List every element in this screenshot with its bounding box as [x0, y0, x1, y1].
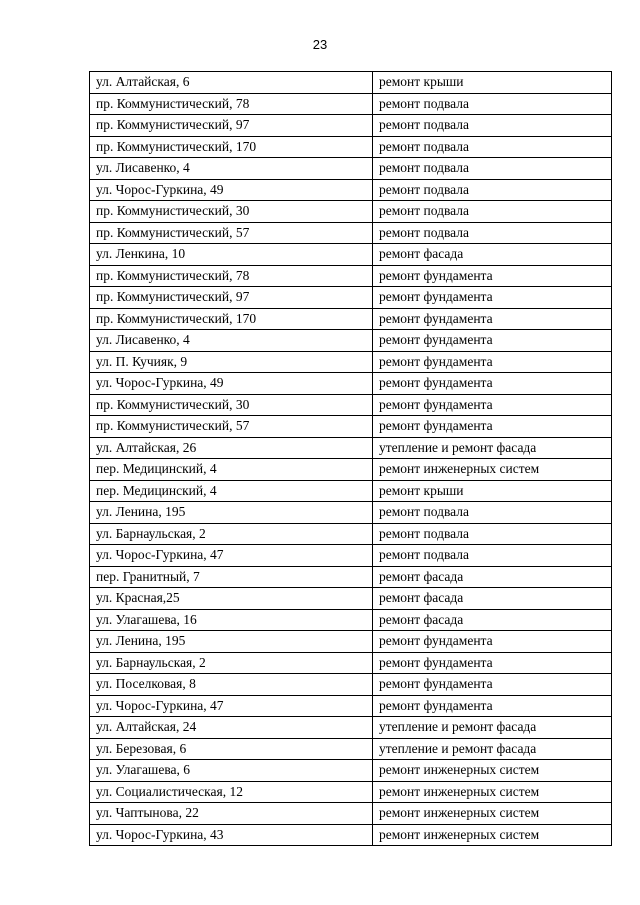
table-row	[90, 394, 612, 416]
address-cell: ул. Поселковая, 8	[90, 674, 373, 696]
table-row	[90, 631, 612, 653]
address-cell: ул. Алтайская, 26	[90, 437, 373, 459]
work-type-cell: ремонт подвала	[373, 545, 612, 567]
work-type-cell: ремонт фундамента	[373, 265, 612, 287]
table-row	[90, 72, 612, 94]
work-type-cell: утепление и ремонт фасада	[373, 717, 612, 739]
work-type-cell: ремонт фасада	[373, 244, 612, 266]
table-row	[90, 523, 612, 545]
address-cell: ул. Алтайская, 6	[90, 72, 373, 94]
table-row	[90, 265, 612, 287]
work-type-cell: ремонт подвала	[373, 158, 612, 180]
table-row	[90, 480, 612, 502]
address-cell: ул. Барнаульская, 2	[90, 523, 373, 545]
work-type-cell: ремонт фундамента	[373, 631, 612, 653]
table-row	[90, 351, 612, 373]
address-cell: пр. Коммунистический, 57	[90, 222, 373, 244]
table-row	[90, 93, 612, 115]
work-type-cell: ремонт подвала	[373, 502, 612, 524]
table-row	[90, 566, 612, 588]
address-cell: пр. Коммунистический, 97	[90, 115, 373, 137]
work-type-cell: утепление и ремонт фасада	[373, 738, 612, 760]
table-row	[90, 760, 612, 782]
work-type-cell: ремонт подвала	[373, 201, 612, 223]
work-type-cell: ремонт фундамента	[373, 695, 612, 717]
table-row	[90, 437, 612, 459]
address-cell: пр. Коммунистический, 170	[90, 136, 373, 158]
work-type-cell: ремонт инженерных систем	[373, 803, 612, 825]
table-row	[90, 545, 612, 567]
work-type-cell: ремонт фасада	[373, 609, 612, 631]
address-cell: ул. Ленина, 195	[90, 502, 373, 524]
table-row	[90, 652, 612, 674]
work-type-cell: ремонт подвала	[373, 93, 612, 115]
table-row	[90, 201, 612, 223]
table-row	[90, 308, 612, 330]
work-type-cell: ремонт фундамента	[373, 652, 612, 674]
address-cell: пр. Коммунистический, 30	[90, 201, 373, 223]
table-row	[90, 803, 612, 825]
work-type-cell: ремонт фундамента	[373, 373, 612, 395]
work-type-cell: ремонт фундамента	[373, 330, 612, 352]
work-type-cell: ремонт инженерных систем	[373, 760, 612, 782]
work-type-cell: ремонт инженерных систем	[373, 459, 612, 481]
address-cell: ул. Ленина, 195	[90, 631, 373, 653]
address-cell: ул. Лисавенко, 4	[90, 158, 373, 180]
table-row	[90, 179, 612, 201]
table-row	[90, 738, 612, 760]
address-cell: пр. Коммунистический, 170	[90, 308, 373, 330]
table-body	[90, 72, 612, 846]
work-type-cell: ремонт фундамента	[373, 287, 612, 309]
work-type-cell: ремонт подвала	[373, 222, 612, 244]
work-type-cell: ремонт подвала	[373, 115, 612, 137]
work-type-cell: ремонт инженерных систем	[373, 824, 612, 846]
table-row	[90, 373, 612, 395]
address-cell: ул. Лисавенко, 4	[90, 330, 373, 352]
table-row	[90, 287, 612, 309]
table-row	[90, 588, 612, 610]
work-type-cell: утепление и ремонт фасада	[373, 437, 612, 459]
repair-works-table	[89, 71, 612, 846]
address-cell: ул. Барнаульская, 2	[90, 652, 373, 674]
table-row	[90, 824, 612, 846]
address-cell: ул. Алтайская, 24	[90, 717, 373, 739]
work-type-cell: ремонт крыши	[373, 480, 612, 502]
address-cell: ул. Чорос-Гуркина, 47	[90, 545, 373, 567]
address-cell: пер. Гранитный, 7	[90, 566, 373, 588]
address-cell: ул. Социалистическая, 12	[90, 781, 373, 803]
address-cell: ул. Чорос-Гуркина, 49	[90, 179, 373, 201]
address-cell: пр. Коммунистический, 57	[90, 416, 373, 438]
table-row	[90, 695, 612, 717]
address-cell: ул. П. Кучияк, 9	[90, 351, 373, 373]
table-row	[90, 674, 612, 696]
work-type-cell: ремонт подвала	[373, 523, 612, 545]
address-cell: ул. Красная,25	[90, 588, 373, 610]
address-cell: пр. Коммунистический, 30	[90, 394, 373, 416]
address-cell: пер. Медицинский, 4	[90, 480, 373, 502]
work-type-cell: ремонт крыши	[373, 72, 612, 94]
address-cell: пр. Коммунистический, 78	[90, 93, 373, 115]
table-row	[90, 136, 612, 158]
address-cell: пр. Коммунистический, 78	[90, 265, 373, 287]
work-type-cell: ремонт фасада	[373, 588, 612, 610]
address-cell: ул. Березовая, 6	[90, 738, 373, 760]
table-row	[90, 781, 612, 803]
address-cell: ул. Чаптынова, 22	[90, 803, 373, 825]
table-row	[90, 115, 612, 137]
address-cell: ул. Чорос-Гуркина, 43	[90, 824, 373, 846]
address-cell: ул. Улагашева, 6	[90, 760, 373, 782]
page-number: 23	[312, 37, 328, 52]
work-type-cell: ремонт фундамента	[373, 394, 612, 416]
address-cell: ул. Чорос-Гуркина, 49	[90, 373, 373, 395]
table-row	[90, 609, 612, 631]
work-type-cell: ремонт инженерных систем	[373, 781, 612, 803]
work-type-cell: ремонт подвала	[373, 179, 612, 201]
address-cell: ул. Ленкина, 10	[90, 244, 373, 266]
work-type-cell: ремонт фундамента	[373, 351, 612, 373]
work-type-cell: ремонт фундамента	[373, 308, 612, 330]
table-row	[90, 330, 612, 352]
table-row	[90, 459, 612, 481]
address-cell: ул. Улагашева, 16	[90, 609, 373, 631]
address-cell: ул. Чорос-Гуркина, 47	[90, 695, 373, 717]
table-row	[90, 158, 612, 180]
table-row	[90, 222, 612, 244]
address-cell: пр. Коммунистический, 97	[90, 287, 373, 309]
work-type-cell: ремонт фундамента	[373, 674, 612, 696]
work-type-cell: ремонт фасада	[373, 566, 612, 588]
work-type-cell: ремонт подвала	[373, 136, 612, 158]
table-row	[90, 502, 612, 524]
table-row	[90, 717, 612, 739]
table-row	[90, 416, 612, 438]
table-row	[90, 244, 612, 266]
address-cell: пер. Медицинский, 4	[90, 459, 373, 481]
work-type-cell: ремонт фундамента	[373, 416, 612, 438]
